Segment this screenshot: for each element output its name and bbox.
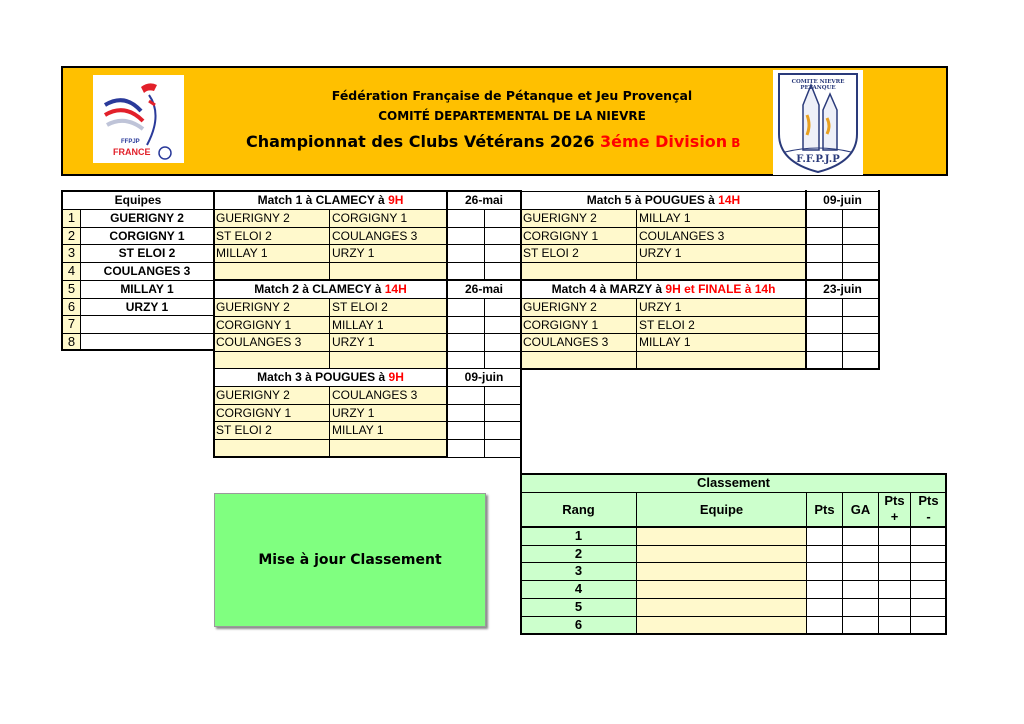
match-title: Match 1 à CLAMECY à [257,193,389,207]
classement-rank: 5 [520,598,637,617]
match-away-team[interactable]: COULANGES 3 [636,227,807,245]
teams-header: Equipes [62,191,214,210]
title-main: Championnat des Clubs Vétérans 2026 [246,132,595,151]
score-away-input[interactable] [842,227,879,245]
team-number: 4 [62,262,81,281]
match-away-team[interactable]: URZY 1 [329,404,448,422]
team-number: 8 [62,333,81,351]
match-away-team[interactable]: CORGIGNY 1 [329,209,448,228]
score-home-input[interactable] [447,209,485,228]
classement-header-rang: Rang [520,492,637,528]
classement-header-equipe: Equipe [636,492,807,528]
match-header-m1 [213,191,448,210]
score-home-input[interactable] [806,316,843,334]
score-home-input[interactable] [447,298,485,317]
match-title: Match 5 à POUGUES à [586,193,719,207]
match-title: Match 4 à MARZY à [551,282,666,296]
classement-pts-minus-cell [910,545,947,563]
classement-pts-plus-cell [878,527,911,546]
score-home-input[interactable] [447,421,485,440]
match-home-team[interactable]: COULANGES 3 [213,333,330,352]
match-away-team[interactable]: MILLAY 1 [636,209,807,228]
match-home-team[interactable]: GUERIGNY 2 [213,209,330,228]
classement-pts-minus-cell [910,562,947,581]
match-time: 14H [718,193,741,207]
match-away-team[interactable]: MILLAY 1 [636,333,807,352]
match-home-team[interactable]: GUERIGNY 2 [520,209,637,228]
match-time: 9H et FINALE à 14h [665,282,776,296]
match-home-team[interactable]: GUERIGNY 2 [520,298,637,317]
border [61,190,63,351]
classement-pts-cell [806,562,843,581]
header-line2: - [926,509,931,524]
score-home-input[interactable] [806,209,843,228]
team-number: 6 [62,298,81,316]
score-home-input[interactable] [447,244,485,263]
classement-team-cell [636,598,807,617]
classement-header-pts: Pts [806,492,843,528]
score-away-input[interactable] [484,227,521,245]
classement-header-ga: GA [842,492,879,528]
header-line1: Pts [918,493,939,508]
update-classement-button[interactable] [214,493,486,627]
match-date: 09-juin [806,191,879,210]
score-away-input[interactable] [842,298,879,317]
classement-ga-cell [842,545,879,563]
border [520,190,522,279]
score-home-input[interactable] [806,333,843,352]
match-header-m5 [520,191,807,210]
match-header-m3 [213,368,448,387]
border [520,633,947,635]
match-time: 9H [388,370,404,384]
border [520,473,522,635]
championship-title [246,132,740,151]
logo-arc-text: COMITE NIEVRE PETANQUE [791,79,845,91]
title-group: B [731,136,741,150]
score-away-input[interactable] [842,244,879,263]
score-away-input[interactable] [842,333,879,352]
border [805,190,807,370]
classement-ga-cell [842,580,879,599]
border [446,190,448,370]
classement-rank: 3 [520,562,637,581]
classement-pts-plus-cell [878,598,911,617]
header-line2: + [890,509,899,524]
border [520,526,947,528]
team-name[interactable]: ST ELOI 2 [80,244,214,263]
score-away-input[interactable] [484,209,521,228]
classement-rank: 1 [520,527,637,546]
score-away-input[interactable] [484,404,521,422]
classement-rank: 6 [520,616,637,635]
classement-ga-cell [842,527,879,546]
team-name[interactable]: GUERIGNY 2 [80,209,214,228]
match-title: Match 3 à POUGUES à [257,370,389,384]
score-home-input[interactable] [806,298,843,317]
classement-pts-plus-cell [878,580,911,599]
classement-rank: 4 [520,580,637,599]
border [520,368,880,370]
team-name[interactable] [80,315,214,334]
score-home-input[interactable] [447,227,485,245]
match-home-team[interactable]: ST ELOI 2 [213,421,330,440]
classement-pts-cell [806,545,843,563]
match-away-team[interactable]: MILLAY 1 [329,316,448,334]
classement-pts-plus-cell [878,545,911,563]
score-home-input[interactable] [447,316,485,334]
classement-pts-minus-cell [910,598,947,617]
classement-header-pts-minus [910,492,947,528]
match-time: 9H [388,193,404,207]
score-away-input[interactable] [842,316,879,334]
border [520,473,947,475]
team-name[interactable]: URZY 1 [80,298,214,316]
match-header-m2 [213,280,448,299]
match-home-team[interactable]: GUERIGNY 2 [213,298,330,317]
classement-title: Classement [520,474,947,493]
match-home-team[interactable]: GUERIGNY 2 [213,386,330,405]
score-home-input[interactable] [806,227,843,245]
match-header-m4 [520,280,807,299]
classement-pts-minus-cell [910,527,947,546]
team-name[interactable]: CORGIGNY 1 [80,227,214,245]
classement-ga-cell [842,598,879,617]
team-number: 3 [62,244,81,263]
score-home-input[interactable] [447,333,485,352]
classement-pts-cell [806,598,843,617]
match-away-team[interactable]: COULANGES 3 [329,386,448,405]
classement-header-pts-plus [878,492,911,528]
score-home-input[interactable] [806,244,843,263]
classement-team-cell [636,545,807,563]
border [520,368,522,476]
match-time: 14H [384,282,407,296]
classement-team-cell [636,580,807,599]
match-home-team[interactable]: CORGIGNY 1 [520,316,637,334]
match-date: 26-mai [447,280,521,299]
score-away-input[interactable] [484,244,521,263]
match-away-team[interactable]: MILLAY 1 [329,421,448,440]
logo-text-ffpjp: FFPJP [121,139,140,145]
comite-name: COMITÉ DEPARTEMENTAL DE LA NIEVRE [378,109,646,123]
border [213,367,215,458]
score-away-input[interactable] [484,316,521,334]
match-home-team[interactable]: ST ELOI 2 [213,227,330,245]
score-home-input[interactable] [447,439,485,458]
logo-bottom-text: F.F.P.J.P [796,154,840,165]
match-home-team[interactable]: CORGIGNY 1 [520,227,637,245]
classement-pts-minus-cell [910,580,947,599]
update-classement-label: Mise à jour Classement [258,552,442,568]
score-away-input[interactable] [484,439,521,458]
match-away-team[interactable]: ST ELOI 2 [329,298,448,317]
score-away-input[interactable] [484,421,521,440]
team-number: 5 [62,280,81,299]
score-away-input[interactable] [484,333,521,352]
score-away-input[interactable] [484,298,521,317]
match-home-team[interactable]: COULANGES 3 [520,333,637,352]
border [446,367,448,458]
border [945,473,947,635]
classement-ga-cell [842,562,879,581]
team-name[interactable]: COULANGES 3 [80,262,214,281]
header-line1: Pts [884,493,905,508]
match-home-team[interactable]: CORGIGNY 1 [213,316,330,334]
match-away-team[interactable]: URZY 1 [329,333,448,352]
match-date: 26-mai [447,191,521,210]
logo-text-france: FRANCE [113,147,151,157]
border [213,456,447,458]
border [213,279,880,281]
classement-team-cell [636,527,807,546]
classement-team-cell [636,562,807,581]
match-title: Match 2 à CLAMECY à [254,282,385,296]
classement-rank: 2 [520,545,637,563]
title-division: 3éme Division [600,132,728,151]
match-away-team[interactable]: ST ELOI 2 [636,316,807,334]
match-away-team[interactable]: URZY 1 [636,244,807,263]
match-away-team[interactable]: URZY 1 [329,244,448,263]
classement-pts-cell [806,580,843,599]
border [520,279,522,369]
score-away-input[interactable] [842,209,879,228]
match-date: 09-juin [447,368,521,387]
match-date: 23-juin [806,280,879,299]
team-number: 2 [62,227,81,245]
score-home-input[interactable] [447,386,485,405]
classement-pts-plus-cell [878,562,911,581]
federation-name: Fédération Française de Pétanque et Jeu Provençal [331,88,693,103]
team-number: 7 [62,315,81,334]
match-home-team[interactable]: CORGIGNY 1 [213,404,330,422]
border [61,349,214,351]
match-home-team[interactable]: MILLAY 1 [213,244,330,263]
score-home-input[interactable] [447,404,485,422]
match-away-team[interactable]: URZY 1 [636,298,807,317]
score-away-input[interactable] [484,386,521,405]
team-name[interactable]: MILLAY 1 [80,280,214,299]
team-number: 1 [62,209,81,228]
match-home-team[interactable]: ST ELOI 2 [520,244,637,263]
match-away-team[interactable]: COULANGES 3 [329,227,448,245]
classement-pts-cell [806,527,843,546]
